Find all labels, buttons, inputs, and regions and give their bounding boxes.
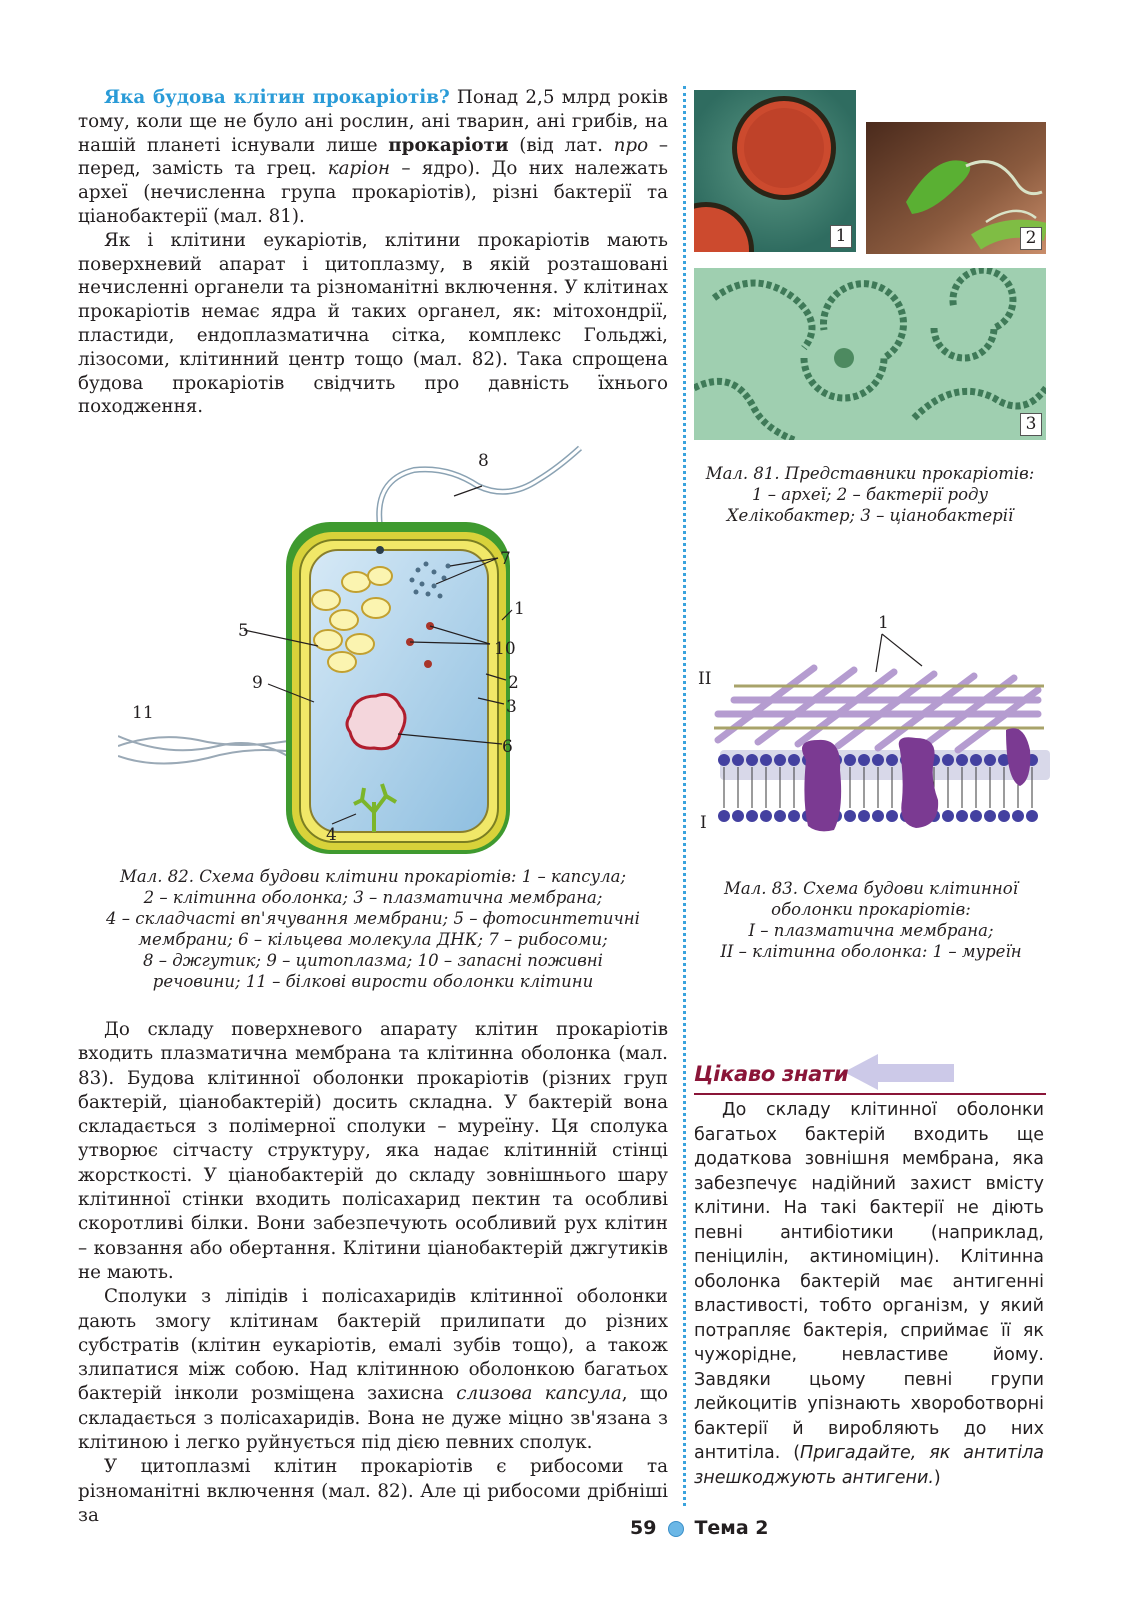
column-divider: [683, 86, 686, 1506]
diagram-label-2: 2: [508, 673, 519, 693]
main-text-top: [78, 86, 668, 419]
paragraph-capsule: Сполуки з ліпідів і полісахаридів клітинної оболонки дають змогу клітинам бактерій прилипати до різних субстратів (клітин еукаріотів, емалі зубів тощо), а також злипатися між собою. Над клітинною оболонкою багатьох бактерій інколи розміщена захисна слизова капсула, що складається з полісахаридів. Вона не дуже міцно зв'язана з клітиною і легко руйнується під дією певних сполук.: [78, 1286, 669, 1454]
fact-box-text: До складу клітинної оболонки багатьох бактерій входить ще додаткова зовнішня мембрана, яка забезпечує надійний захист вмісту клітини. На такі бактерії не діють певні антибіотики (наприклад, пеніцилін, актиноміцин). Клітинна оболонка бактерій має антигенні властивості, тобто організм, у який потрапляє бактерія, сприймає її як чужорідне, невластиве йому. Завдяки цьому певні групи лейкоцитів упізнають хвороботворні бактерії й виробляють до них антитіла. (Пригадайте, як антитіла знешкоджують антигени.): [694, 1100, 1045, 1488]
paragraph-cell-wall: До складу поверхневого апарату клітин прокаріотів входить плазматична мембрана та клітинна оболонка (мал. 83). Будова клітинної оболонки прокаріотів (різних груп бактерій, ціанобактерій) досить складна. У бактерій вона складається з полімерної сполуки – муреїну. Ця сполука утворює сітчасту структуру, яка надає клітинній стінці жорсткості. У ціанобактерій до складу зовнішнього шару клітинної стінки входить полісахарид пектин та особливі скоротливі білки. Вони забезпечують особливий рух клітин – ковзання або обертання. Клітини ціанобактерій джгутиків не мають.: [78, 1019, 668, 1283]
diagram-label-10: 10: [494, 639, 516, 659]
fact-box-header: [694, 1058, 1046, 1096]
diagram-label-3: 3: [506, 697, 517, 717]
wall-label-1: 1: [878, 613, 889, 633]
term-prokaryotes: прокаріоти: [388, 134, 509, 156]
fig81-caption: Мал. 81. Представники прокаріотів: 1 – археї; 2 – бактерії роду Хелікобактер; 3 – ціанобактерії: [705, 464, 1035, 525]
photo-archaea: [694, 90, 856, 252]
fig83-caption: Мал. 83. Схема будови клітинної оболонки прокаріотів: I – плазматична мембрана; II – клітинна оболонка: 1 – муреїн: [720, 879, 1022, 961]
paragraph-structure: Як і клітини еукаріотів, клітини прокаріотів мають поверхневий апарат і цитоплазму, в якій розташовані нечисленні органели та різноманітні включення. У клітинах прокаріотів немає ядра й таких органел, як: мітохондрії, пластиди, ендоплазматична сітка, комплекс Гольджі, лізосоми, клітинний центр тощо (мал. 82). Така спрощена будова прокаріотів свідчить про давність їхнього походження.: [78, 229, 668, 418]
cell-wall-diagram: [694, 610, 1064, 860]
page-number: 59: [630, 1517, 657, 1539]
diagram-label-6: 6: [502, 737, 513, 757]
photo-cyanobacteria: [694, 268, 1046, 440]
topic-label: Тема 2: [694, 1517, 769, 1539]
photo-tag-3: 3: [1020, 413, 1042, 436]
diagram-label-5: 5: [238, 621, 249, 641]
page-footer: [630, 1517, 769, 1539]
fig82-caption: Мал. 82. Схема будови клітини прокаріотів: 1 – капсула; 2 – клітинна оболонка; 3 – плазматична мембрана; 4 – складчасті вп'ячування мембрани; 5 – фотосинтетичні мембрани; 6 – кільцева молекула ДНК; 7 – рибосоми; 8 – джгутик; 9 – цитоплазма; 10 – запасні поживні речовини; 11 – білкові вирости оболонки клітини: [106, 867, 640, 991]
fact-box-rule: [694, 1093, 1046, 1095]
prokaryote-cell-diagram: [118, 440, 598, 860]
question-heading: Яка будова клітин прокаріотів?: [104, 87, 450, 108]
diagram-label-4: 4: [326, 825, 337, 845]
bullet-dot-icon: [668, 1521, 684, 1537]
diagram-label-8: 8: [478, 451, 489, 471]
photo-tag-2: 2: [1020, 227, 1042, 250]
wall-label-II: II: [698, 669, 712, 689]
wall-label-I: I: [700, 813, 707, 833]
diagram-label-9: 9: [252, 673, 263, 693]
diagram-label-11: 11: [132, 703, 154, 723]
photo-tag-1: 1: [830, 225, 852, 248]
arrow-icon: [844, 1052, 954, 1092]
paragraph-cytoplasm: У цитоплазмі клітин прокаріотів є рибосоми та різноманітні включення (мал. 82). Але ці рибосоми дрібніші за: [78, 1456, 668, 1526]
diagram-label-7: 7: [500, 549, 511, 569]
paragraph-intro: Яка будова клітин прокаріотів? Понад 2,5 млрд років тому, коли ще не було ані рослин, ані тварин, ані грибів, на нашій планеті існували лише прокаріоти (від лат. про – перед, замість та грец. каріон – ядро). До них належать археї (нечисленна група прокаріотів), різні бактерії та ціанобактерії (мал. 81).: [78, 87, 669, 227]
photo-helicobacter: [866, 122, 1046, 254]
fact-box-title: Цікаво знати: [694, 1062, 849, 1086]
main-text-bottom: [78, 1018, 668, 1528]
diagram-label-1: 1: [514, 599, 525, 619]
